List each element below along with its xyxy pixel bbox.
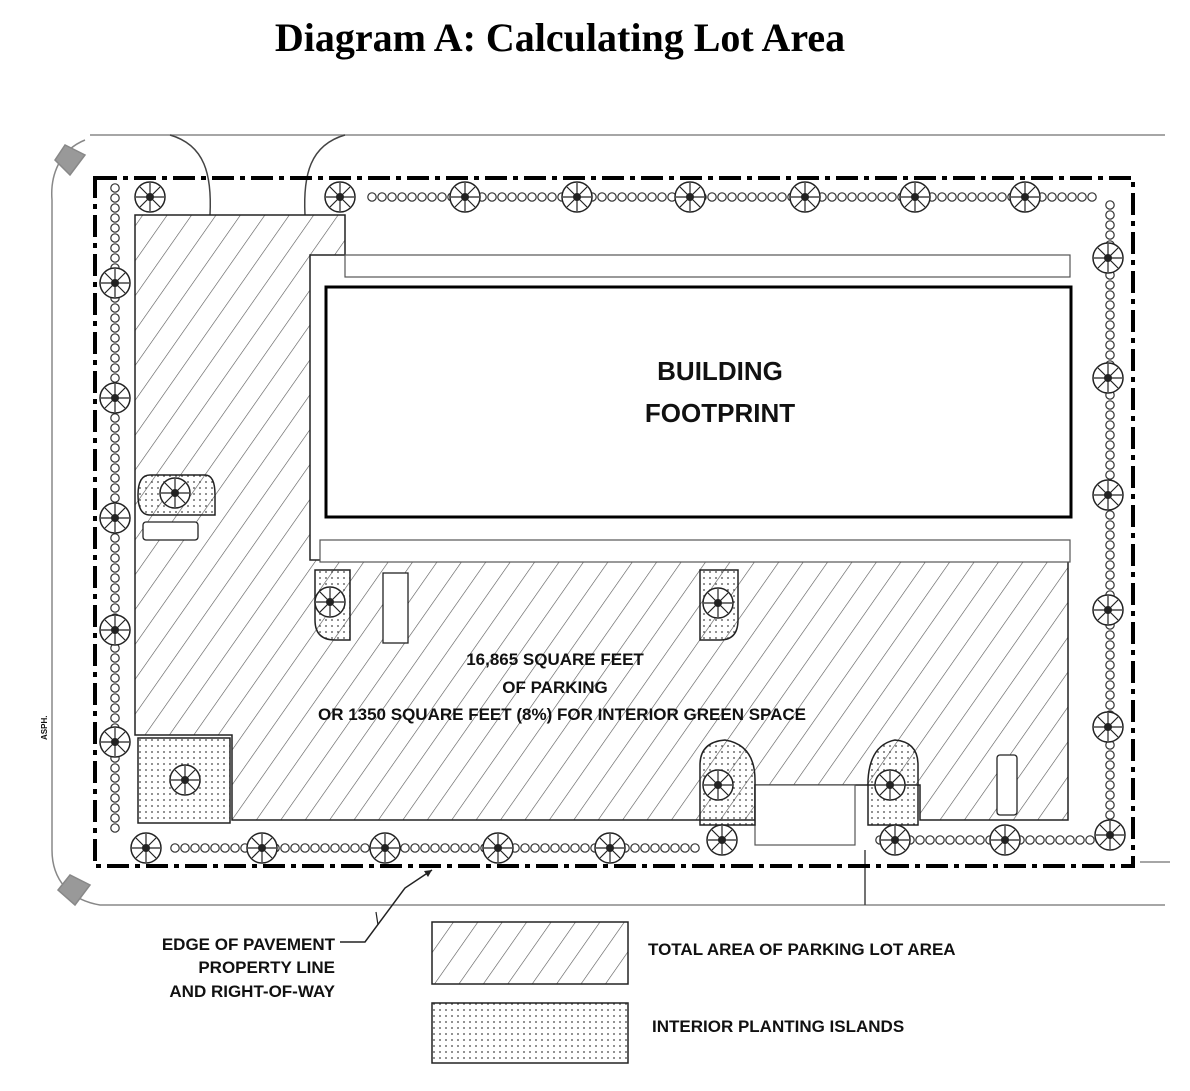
shrub	[1106, 291, 1114, 299]
shrub	[548, 193, 556, 201]
shrub	[1086, 836, 1094, 844]
tree-icon	[131, 833, 161, 863]
shrub	[111, 234, 119, 242]
shrub	[1046, 836, 1054, 844]
shrub	[1106, 541, 1114, 549]
tree-icon	[1093, 363, 1123, 393]
shrub	[1106, 451, 1114, 459]
tree-icon	[247, 833, 277, 863]
shrub	[111, 254, 119, 262]
tree-icon	[135, 182, 165, 212]
shrub	[111, 414, 119, 422]
shrub	[1106, 561, 1114, 569]
shrub	[111, 474, 119, 482]
shrub	[691, 844, 699, 852]
shrub	[888, 193, 896, 201]
shrub	[111, 354, 119, 362]
shrub	[111, 184, 119, 192]
shrub	[111, 244, 119, 252]
shrub	[111, 484, 119, 492]
shrub	[111, 824, 119, 832]
tree-icon	[880, 825, 910, 855]
shrub	[1106, 631, 1114, 639]
shrub	[111, 334, 119, 342]
shrub	[1026, 836, 1034, 844]
shrub	[1106, 431, 1114, 439]
shrub	[311, 844, 319, 852]
shrub	[171, 844, 179, 852]
tree-icon	[450, 182, 480, 212]
shrub	[111, 674, 119, 682]
shrub	[361, 844, 369, 852]
shrub	[1078, 193, 1086, 201]
shrub	[1106, 651, 1114, 659]
shrub	[451, 844, 459, 852]
shrub	[1066, 836, 1074, 844]
tree-icon	[315, 587, 345, 617]
shrub	[301, 844, 309, 852]
parking-note-line1: 16,865 SQUARE FEET	[466, 650, 644, 669]
shrub	[658, 193, 666, 201]
shrub	[848, 193, 856, 201]
street-label: ASPH.	[40, 715, 49, 740]
shrub	[1106, 331, 1114, 339]
shrub	[498, 193, 506, 201]
shrub	[111, 704, 119, 712]
shrub	[728, 193, 736, 201]
shrub	[321, 844, 329, 852]
shrub	[641, 844, 649, 852]
shrub	[1036, 836, 1044, 844]
shrub	[111, 204, 119, 212]
tree-icon	[170, 765, 200, 795]
shrub	[571, 844, 579, 852]
shrub	[111, 784, 119, 792]
shrub	[111, 714, 119, 722]
tree-icon	[1093, 243, 1123, 273]
shrub	[1106, 551, 1114, 559]
shrub	[1106, 441, 1114, 449]
shrub	[1106, 301, 1114, 309]
shrub	[111, 694, 119, 702]
shrub	[988, 193, 996, 201]
shrub	[878, 193, 886, 201]
shrub	[488, 193, 496, 201]
shrub	[1106, 811, 1114, 819]
shrub	[1106, 211, 1114, 219]
shrub	[431, 844, 439, 852]
legend-label-parking: TOTAL AREA OF PARKING LOT AREA	[648, 940, 956, 959]
shrub	[778, 193, 786, 201]
shrub	[398, 193, 406, 201]
shrub	[936, 836, 944, 844]
shrub	[221, 844, 229, 852]
shrub	[1106, 781, 1114, 789]
tree-icon	[675, 182, 705, 212]
tree-icon	[325, 182, 355, 212]
tree-icon	[100, 268, 130, 298]
shrub	[408, 193, 416, 201]
shrub	[608, 193, 616, 201]
building-label-line2: FOOTPRINT	[644, 398, 796, 428]
shrub	[551, 844, 559, 852]
shrub	[111, 454, 119, 462]
shrub	[111, 774, 119, 782]
shrub	[378, 193, 386, 201]
shrub	[1056, 836, 1064, 844]
shrub	[628, 193, 636, 201]
shrub	[341, 844, 349, 852]
tree-icon	[160, 478, 190, 508]
shrub	[111, 194, 119, 202]
shrub	[1106, 771, 1114, 779]
shrub	[438, 193, 446, 201]
shrub	[1106, 801, 1114, 809]
shrub	[976, 836, 984, 844]
tree-icon	[100, 383, 130, 413]
shrub	[1106, 201, 1114, 209]
shrub	[441, 844, 449, 852]
shrub	[111, 544, 119, 552]
shrub	[858, 193, 866, 201]
tree-icon	[100, 503, 130, 533]
shrub	[531, 844, 539, 852]
tree-icon	[1093, 712, 1123, 742]
shrub	[428, 193, 436, 201]
callout-leader	[340, 870, 432, 942]
shrub	[388, 193, 396, 201]
shrub	[111, 304, 119, 312]
shrub	[681, 844, 689, 852]
parking-note-line2: OF PARKING	[502, 678, 608, 697]
tree-icon	[562, 182, 592, 212]
tree-icon	[703, 770, 733, 800]
shrub	[111, 214, 119, 222]
shrub	[1106, 661, 1114, 669]
shrub	[968, 193, 976, 201]
shrub	[231, 844, 239, 852]
shrub	[111, 564, 119, 572]
diagram-title: Diagram A: Calculating Lot Area	[274, 15, 846, 60]
tree-icon	[703, 588, 733, 618]
shrub	[948, 193, 956, 201]
tree-icon	[1095, 820, 1125, 850]
shrub	[111, 314, 119, 322]
shrub	[1106, 461, 1114, 469]
shrub	[1106, 701, 1114, 709]
shrub	[661, 844, 669, 852]
callout-line1: EDGE OF PAVEMENT	[161, 935, 335, 954]
shrub	[111, 374, 119, 382]
shrub	[1106, 641, 1114, 649]
shrub	[708, 193, 716, 201]
shrub	[111, 814, 119, 822]
tree-icon	[707, 825, 737, 855]
tree-icon	[483, 833, 513, 863]
tree-icon	[1093, 480, 1123, 510]
shrub	[1106, 511, 1114, 519]
shrub	[111, 574, 119, 582]
shrub	[111, 604, 119, 612]
shrub	[418, 193, 426, 201]
tree-icon	[595, 833, 625, 863]
legend-swatch-hatch	[432, 922, 628, 984]
shrub	[916, 836, 924, 844]
shrub	[111, 324, 119, 332]
tree-icon	[1010, 182, 1040, 212]
shrub	[838, 193, 846, 201]
shrub	[1106, 231, 1114, 239]
shrub	[1106, 751, 1114, 759]
tree-icon	[100, 615, 130, 645]
shrub	[956, 836, 964, 844]
shrub	[768, 193, 776, 201]
shrub	[401, 844, 409, 852]
shrub	[1106, 521, 1114, 529]
shrub	[631, 844, 639, 852]
shrub	[111, 434, 119, 442]
shrub	[111, 664, 119, 672]
shrub	[828, 193, 836, 201]
shrub	[1106, 281, 1114, 289]
shrub	[518, 193, 526, 201]
shrub	[201, 844, 209, 852]
legend-label-islands: INTERIOR PLANTING ISLANDS	[652, 1017, 905, 1036]
shrub	[111, 224, 119, 232]
shrub	[111, 684, 119, 692]
tree-icon	[370, 833, 400, 863]
shrub	[938, 193, 946, 201]
shrub	[111, 494, 119, 502]
shrub	[351, 844, 359, 852]
shrub	[1106, 471, 1114, 479]
shrub	[281, 844, 289, 852]
shrub	[111, 764, 119, 772]
shrub	[1048, 193, 1056, 201]
shrub	[958, 193, 966, 201]
shrub	[1106, 321, 1114, 329]
shrub	[1106, 311, 1114, 319]
shrub	[1106, 681, 1114, 689]
shrub	[1106, 671, 1114, 679]
shrub	[111, 364, 119, 372]
tree-icon	[790, 182, 820, 212]
shrub	[581, 844, 589, 852]
shrub	[618, 193, 626, 201]
shrub	[508, 193, 516, 201]
shrub	[598, 193, 606, 201]
tree-icon	[875, 770, 905, 800]
shrub	[111, 344, 119, 352]
shrub	[541, 844, 549, 852]
shrub	[528, 193, 536, 201]
callout-line3: AND RIGHT-OF-WAY	[169, 982, 335, 1001]
shrub	[461, 844, 469, 852]
shrub	[638, 193, 646, 201]
shrub	[978, 193, 986, 201]
shrub	[471, 844, 479, 852]
shrub	[1106, 341, 1114, 349]
shrub	[1106, 221, 1114, 229]
shrub	[111, 594, 119, 602]
shrub	[368, 193, 376, 201]
shrub	[1106, 761, 1114, 769]
shrub	[191, 844, 199, 852]
shrub	[748, 193, 756, 201]
shrub	[966, 836, 974, 844]
shrub	[758, 193, 766, 201]
shrub	[1106, 401, 1114, 409]
callout-line2: PROPERTY LINE	[198, 958, 335, 977]
shrub	[111, 424, 119, 432]
shrub	[651, 844, 659, 852]
shrub	[1058, 193, 1066, 201]
shrub	[648, 193, 656, 201]
shrub	[1106, 411, 1114, 419]
shrub	[111, 584, 119, 592]
shrub	[946, 836, 954, 844]
shrub	[331, 844, 339, 852]
shrub	[1106, 571, 1114, 579]
shrub	[1068, 193, 1076, 201]
shrub	[718, 193, 726, 201]
shrub	[411, 844, 419, 852]
shrub	[111, 794, 119, 802]
shrub	[1076, 836, 1084, 844]
shrub	[111, 654, 119, 662]
shrub	[1106, 531, 1114, 539]
shrub	[521, 844, 529, 852]
shrub	[868, 193, 876, 201]
shrub	[421, 844, 429, 852]
shrub	[111, 464, 119, 472]
shrub	[111, 534, 119, 542]
shrub	[926, 836, 934, 844]
tree-icon	[900, 182, 930, 212]
shrub	[1088, 193, 1096, 201]
shrub	[738, 193, 746, 201]
tree-icon	[100, 727, 130, 757]
shrub	[671, 844, 679, 852]
shrub	[561, 844, 569, 852]
shrub	[1106, 421, 1114, 429]
building-label-line1: BUILDING	[657, 356, 783, 386]
shrub	[211, 844, 219, 852]
shrub	[538, 193, 546, 201]
shrub	[111, 804, 119, 812]
parking-note-line3: OR 1350 SQUARE FEET (8%) FOR INTERIOR GREEN SPACE	[317, 705, 807, 724]
tree-icon	[1093, 595, 1123, 625]
legend-swatch-dots	[432, 1003, 628, 1063]
shrub	[291, 844, 299, 852]
tree-icon	[990, 825, 1020, 855]
shrub	[111, 554, 119, 562]
shrub	[1106, 691, 1114, 699]
shrub	[998, 193, 1006, 201]
shrub	[1106, 351, 1114, 359]
shrub	[1106, 581, 1114, 589]
shrub	[111, 444, 119, 452]
shrub	[1106, 791, 1114, 799]
shrub	[181, 844, 189, 852]
legend	[432, 922, 956, 1063]
